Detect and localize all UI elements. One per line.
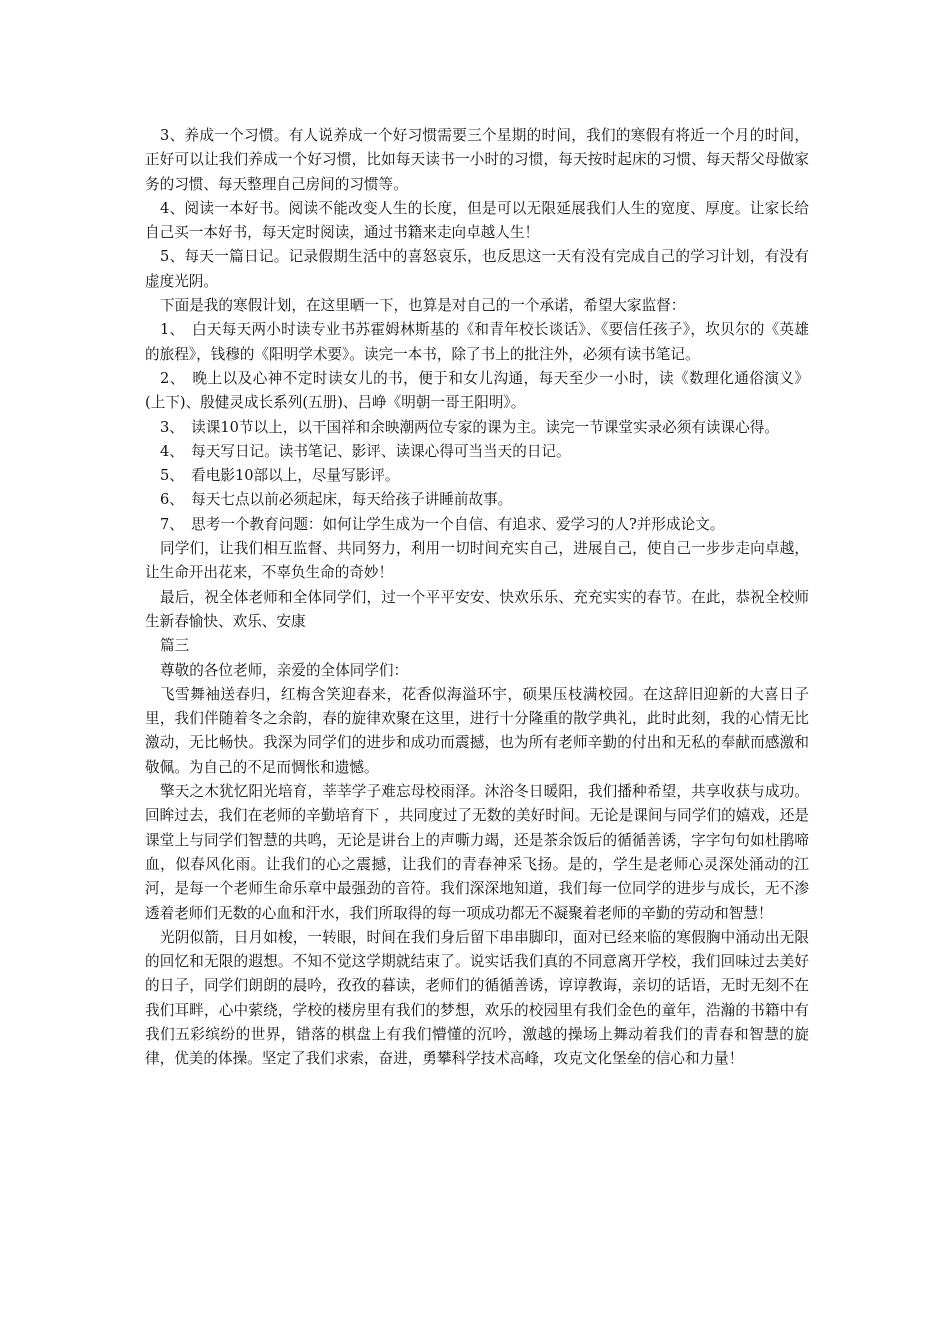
plan-item-6: 6、 每天七点以前必须起床，每天给孩子讲睡前故事。 xyxy=(160,491,513,509)
paragraph-memories: 光阴似箭，日月如梭，一转眼，时间在我们身后留下串串脚印，面对已经来临的寒假胸中涌动出无限的回忆和无限的遐想。不知不觉这学期就结束了。说实话我们真的不同意离开学校，我们回味过去美好的日子，同学们朗朗的晨吟，孜孜的暮读，老师们的循循善诱，谆谆教诲，亲切的话语，无时无刻不在我们耳畔，心中萦绕，学校的楼房里有我们的梦想，欢乐的校园里有我们金色的童年，浩瀚的书籍中有我们五彩缤纷的世界，错落的棋盘上有我们懵懂的沉吟，激越的操场上舞动着我们的青春和智慧的旋律，优美的体操。坚定了我们求索，奋进，勇攀科学技术高峰，攻克文化堡垒的信心和力量！ xyxy=(145,928,809,1068)
section-heading-part-three: 篇三 xyxy=(160,637,190,655)
paragraph-gratitude: 擎天之木犹忆阳光培育，莘莘学子难忘母校雨泽。沐浴冬日暖阳，我们播种希望，共享收获与成功。回眸过去，我们在老师的辛勤培育下 ，共同度过了无数的美好时间。无论是课间与同学们的嬉戏，还是课堂上与同学们智慧的共鸣，无论是讲台上的声嘶力竭，还是茶余饭后的循循善诱，字字句句如杜鹃啼血，似春风化雨。让我们的心之震撼，让我们的青春神采飞扬。是的，学生是老师心灵深处涌动的江河，是每一个老师生命乐章中最强劲的音符。我们深深地知道，我们每一位同学的进步与成长，无不渗透着老师们无数的心血和汗水，我们所取得的每一项成功都无不凝聚着老师的辛勤的劳动和智慧！ xyxy=(145,783,809,922)
paragraph-opening: 飞雪舞袖送春归，红梅含笑迎春来，花香似海溢环宇，硕果压枝满校园。在这辞旧迎新的大喜日子里，我们伴随着冬之余韵，春的旋律欢聚在这里，进行十分隆重的散学典礼，此时此刻，我的心情无比激动，无比畅快。我深为同学们的进步和成功而震撼，也为所有老师辛勤的付出和无私的奉献而感激和敬佩。为自己的不足而惆怅和遗憾。 xyxy=(145,685,809,776)
plan-item-4: 4、 每天写日记。读书笔记、影评、读课心得可当当天的日记。 xyxy=(160,442,571,460)
paragraph-reading: 4、阅读一本好书。阅读不能改变人生的长度，但是可以无限延展我们人生的宽度、厚度。让家长给自己买一本好书，每天定时阅读，通过书籍来走向卓越人生！ xyxy=(145,199,809,242)
paragraph-habit: 3、养成一个习惯。有人说养成一个好习惯需要三个星期的时间，我们的寒假有将近一个月的时间，正好可以让我们养成一个好习惯，比如每天读书一小时的习惯，每天按时起床的习惯、每天帮父母做家务的习惯、每天整理自己房间的习惯等。 xyxy=(145,127,809,193)
document-body xyxy=(145,124,809,1072)
plan-item-1: 1、 白天每天两小时读专业书苏霍姆林斯基的《和青年校长谈话》、《要信任孩子》，坎贝尔的《英雄的旅程》，钱穆的《阳明学术要》。读完一本书，除了书上的批注外，必须有读书笔记。 xyxy=(145,321,809,363)
plan-item-2: 2、 晚上以及心神不定时读女儿的书，便于和女儿沟通，每天至少一小时，读《数理化通俗演义》(上下)、殷健灵成长系列(五册)、吕峥《明朝一哥王阳明》。 xyxy=(145,369,809,412)
paragraph-classmates: 同学们，让我们相互监督、共同努力，利用一切时间充实自己，进展自己，使自己一步步走向卓越，让生命开出花来，不辜负生命的奇妙！ xyxy=(145,540,809,582)
salutation: 尊敬的各位老师，亲爱的全体同学们： xyxy=(160,661,409,679)
plan-item-7: 7、 思考一个教育问题：如何让学生成为一个自信、有追求、爱学习的人?并形成论文。 xyxy=(160,515,725,533)
plan-item-3: 3、 读课10节以上，以干国祥和余映潮两位专家的课为主。读完一节课堂实录必须有读课心得。 xyxy=(160,418,779,436)
paragraph-closing-wish: 最后，祝全体老师和全体同学们，过一个平平安安、快欢乐乐、充充实实的春节。在此，恭祝全校师生新春愉快、欢乐、安康 xyxy=(145,588,809,630)
plan-item-5: 5、 看电影10部以上，尽量写影评。 xyxy=(160,467,400,485)
paragraph-plan-intro: 下面是我的寒假计划，在这里晒一下，也算是对自己的一个承诺，希望大家监督： xyxy=(160,297,686,315)
paragraph-diary: 5、每天一篇日记。记录假期生活中的喜怒哀乐，也反思这一天有没有完成自己的学习计划，有没有虚度光阴。 xyxy=(145,248,809,290)
